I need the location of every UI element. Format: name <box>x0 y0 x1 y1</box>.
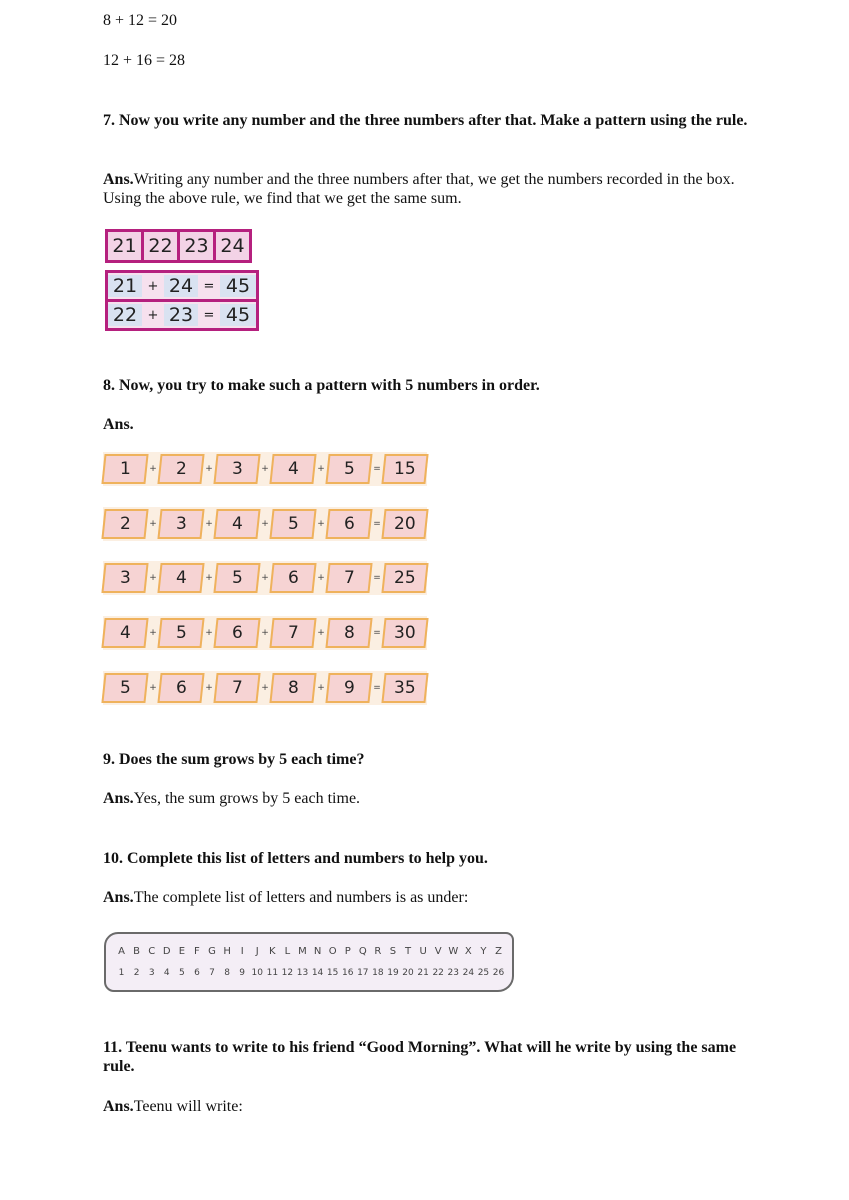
letter-cell: U <box>419 945 427 957</box>
letter-cell: W <box>448 945 459 957</box>
number-box <box>325 509 372 539</box>
plus-sign: + <box>205 628 213 638</box>
number-box <box>213 563 260 593</box>
sum-result: 45 <box>220 304 256 326</box>
number-cell: 19 <box>387 968 399 978</box>
number-box <box>101 673 148 703</box>
question-11: 11. Teenu wants to write to his friend “Good Morning”. What will he write by using the same rule. <box>103 1039 737 1075</box>
sum-operand: 23 <box>164 304 198 326</box>
plus-sign: + <box>261 519 269 529</box>
number-box-value: 7 <box>287 623 299 643</box>
answer-11 <box>103 1097 753 1116</box>
number-cell: 26 <box>492 968 505 978</box>
number-box <box>269 509 316 539</box>
number-box-value: 4 <box>287 459 299 479</box>
pattern-row <box>103 616 427 650</box>
pattern-row <box>103 671 427 705</box>
number-cell: 21 <box>112 235 137 257</box>
number-box-value: 5 <box>119 678 131 698</box>
number-box-value: 9 <box>343 678 355 698</box>
plus-sign: + <box>261 464 269 474</box>
number-box <box>101 509 148 539</box>
number-cell: 4 <box>163 968 170 978</box>
number-box-value: 6 <box>175 678 187 698</box>
number-cell: 1 <box>118 968 125 978</box>
plus-sign: + <box>205 683 213 693</box>
letter-cell: B <box>133 945 141 957</box>
number-box <box>269 563 316 593</box>
letter-cell: Z <box>495 945 502 957</box>
number-box-value: 2 <box>175 459 187 479</box>
plus-sign: + <box>147 278 159 294</box>
answer-label: Ans. <box>103 416 134 433</box>
number-box <box>213 618 260 648</box>
letter-cell: M <box>298 945 307 957</box>
number-cell: 11 <box>266 968 279 978</box>
equals-sign: = <box>203 278 215 294</box>
number-cell: 9 <box>239 968 246 978</box>
number-box-value: 4 <box>119 623 131 643</box>
number-box-value: 1 <box>119 459 131 479</box>
answer-9 <box>103 789 753 808</box>
letter-cell: I <box>240 945 244 957</box>
number-box-value: 6 <box>231 623 243 643</box>
number-cell: 3 <box>148 968 155 978</box>
number-box-value: 6 <box>343 514 355 534</box>
letters-row <box>114 940 506 962</box>
number-box-value: 7 <box>231 678 243 698</box>
plus-sign: + <box>149 464 157 474</box>
number-box-value: 3 <box>119 568 131 588</box>
number-cell: 17 <box>357 968 369 978</box>
question-8: 8. Now, you try to make such a pattern with 5 numbers in order. <box>103 377 540 394</box>
equation-line: 8 + 12 = 20 <box>103 12 178 29</box>
number-cell: 13 <box>296 968 309 978</box>
number-cell: 10 <box>251 968 263 978</box>
letter-cell: H <box>223 945 231 957</box>
number-box <box>381 673 428 703</box>
number-cell: 7 <box>209 968 215 978</box>
number-box <box>101 454 148 484</box>
plus-sign: + <box>149 683 157 693</box>
answer-text: The complete list of letters and numbers is as under: <box>133 889 469 906</box>
plus-sign: + <box>149 573 157 583</box>
letter-cell: F <box>194 945 200 957</box>
plus-sign: + <box>261 683 269 693</box>
letter-cell: D <box>162 945 171 957</box>
number-box-value: 15 <box>394 459 416 479</box>
answer-7 <box>103 170 753 208</box>
sum-row <box>108 273 256 299</box>
pattern-row <box>103 452 427 486</box>
question-10: 10. Complete this list of letters and numbers to help you. <box>103 850 488 867</box>
number-box <box>325 454 372 484</box>
number-box <box>325 673 372 703</box>
number-box <box>213 673 260 703</box>
letter-cell: K <box>269 945 276 957</box>
equals-sign: = <box>203 307 215 323</box>
numbers-row <box>114 962 506 984</box>
number-box-value: 20 <box>394 514 416 534</box>
number-cell: 24 <box>213 232 249 260</box>
number-box-value: 30 <box>394 623 416 643</box>
question-7: 7. Now you write any number and the three numbers after that. Make a pattern using the rule. <box>103 112 748 129</box>
number-cell: 5 <box>178 968 185 978</box>
number-cell: 20 <box>402 968 414 978</box>
number-box <box>157 509 204 539</box>
alphabet-number-strip <box>104 932 514 992</box>
letter-cell: G <box>208 945 216 957</box>
number-box <box>381 509 428 539</box>
number-cell: 22 <box>432 968 444 978</box>
letter-cell: R <box>374 945 382 957</box>
letter-cell: X <box>464 945 472 957</box>
number-box <box>157 618 204 648</box>
number-box <box>325 618 372 648</box>
answer-text: Yes, the sum grows by 5 each time. <box>133 790 361 807</box>
equals-sign: = <box>373 519 381 529</box>
question-9: 9. Does the sum grows by 5 each time? <box>103 751 365 768</box>
number-cell: 2 <box>133 968 140 978</box>
sum-grid <box>105 270 259 331</box>
letter-cell: S <box>389 945 397 957</box>
number-box <box>325 563 372 593</box>
answer-10 <box>103 888 753 907</box>
plus-sign: + <box>205 519 213 529</box>
number-box-value: 7 <box>343 568 355 588</box>
number-box-value: 5 <box>287 514 299 534</box>
number-box <box>157 563 204 593</box>
letter-cell: N <box>313 945 322 957</box>
number-box <box>381 563 428 593</box>
number-box-value: 5 <box>175 623 187 643</box>
answer-label: Ans. <box>103 790 134 807</box>
letter-cell: E <box>178 945 186 957</box>
number-box <box>381 454 428 484</box>
answer-label: Ans. <box>103 171 134 188</box>
answer-text: Teenu will write: <box>133 1098 243 1115</box>
sum-operand: 24 <box>164 275 198 297</box>
number-cell: 16 <box>341 968 354 978</box>
number-cell: 6 <box>194 968 200 978</box>
equals-sign: = <box>373 628 381 638</box>
number-cell: 25 <box>477 968 490 978</box>
number-cell: 21 <box>417 968 429 978</box>
number-cell: 14 <box>311 968 324 978</box>
plus-sign: + <box>261 628 269 638</box>
letter-cell: J <box>255 945 259 957</box>
sum-operand: 21 <box>108 275 142 297</box>
number-box <box>381 618 428 648</box>
plus-sign: + <box>205 573 213 583</box>
number-box <box>269 618 316 648</box>
number-grid <box>105 229 252 263</box>
answer-label: Ans. <box>103 1098 134 1115</box>
number-box-value: 5 <box>231 568 243 588</box>
number-cell: 18 <box>372 968 384 978</box>
number-box-value: 3 <box>175 514 187 534</box>
number-box-value: 25 <box>394 568 416 588</box>
number-box <box>101 563 148 593</box>
letter-cell: T <box>404 945 412 957</box>
plus-sign: + <box>317 464 325 474</box>
number-box <box>269 454 316 484</box>
plus-sign: + <box>147 307 159 323</box>
number-cell: 12 <box>281 968 294 978</box>
number-box-value: 8 <box>287 678 299 698</box>
number-box-value: 4 <box>175 568 187 588</box>
plus-sign: + <box>205 464 213 474</box>
number-box <box>213 509 260 539</box>
pattern-row <box>103 507 427 541</box>
equals-sign: = <box>373 683 381 693</box>
equation-line: 12 + 16 = 28 <box>103 52 186 69</box>
number-box <box>157 673 204 703</box>
number-box-value: 2 <box>119 514 131 534</box>
letter-cell: C <box>148 945 156 957</box>
plus-sign: + <box>261 573 269 583</box>
number-box <box>213 454 260 484</box>
plus-sign: + <box>149 519 157 529</box>
sum-row <box>108 299 256 328</box>
letter-cell: Y <box>480 945 487 957</box>
sum-result: 45 <box>220 275 256 297</box>
number-cell: 22 <box>141 232 177 260</box>
number-cell: 24 <box>462 968 475 978</box>
number-cell: 23 <box>447 968 459 978</box>
number-cell: 23 <box>177 232 213 260</box>
number-box-value: 5 <box>343 459 355 479</box>
pattern-row <box>103 561 427 595</box>
equals-sign: = <box>373 464 381 474</box>
number-box <box>157 454 204 484</box>
number-box-value: 4 <box>231 514 243 534</box>
plus-sign: + <box>317 683 325 693</box>
letter-cell: A <box>118 945 125 957</box>
equals-sign: = <box>373 573 381 583</box>
number-box-value: 6 <box>287 568 299 588</box>
number-box-value: 35 <box>394 678 416 698</box>
number-box <box>101 618 148 648</box>
answer-text: Writing any number and the three numbers after that, we get the numbers recorded in the box. Using the above rule, we find that we get the same sum. <box>103 171 735 207</box>
number-box-value: 8 <box>343 623 355 643</box>
letter-cell: P <box>344 945 351 957</box>
plus-sign: + <box>317 519 325 529</box>
letter-cell: L <box>284 945 291 957</box>
number-box <box>269 673 316 703</box>
plus-sign: + <box>317 628 325 638</box>
answer-label: Ans. <box>103 889 134 906</box>
plus-sign: + <box>149 628 157 638</box>
number-cell: 15 <box>326 968 339 978</box>
plus-sign: + <box>317 573 325 583</box>
letter-cell: Q <box>358 945 367 957</box>
number-box-value: 3 <box>231 459 243 479</box>
letter-cell: O <box>328 945 337 957</box>
letter-cell: V <box>434 945 442 957</box>
number-cell: 8 <box>224 968 230 978</box>
sum-operand: 22 <box>108 304 142 326</box>
